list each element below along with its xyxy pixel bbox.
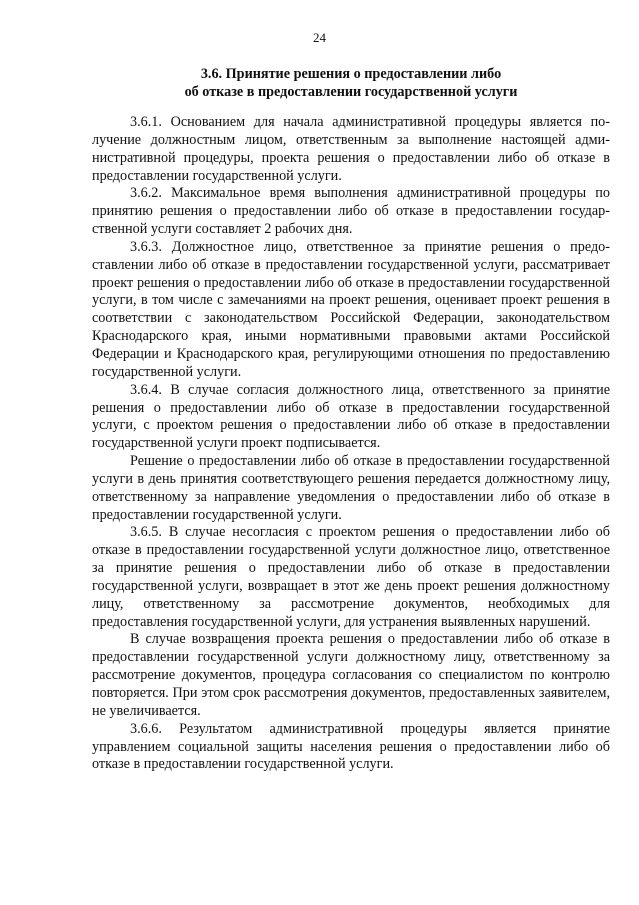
section-heading-line-1: 3.6. Принятие решения о предоставлении либо: [200, 66, 502, 82]
section-heading-line-2: об отказе в предоставлении государственной услуги: [184, 84, 518, 100]
paragraph-3-6-2: 3.6.2. Максимальное время выполнения административной процедуры по принятию решения о предоставлении либо об отказе в предоставлении государственной услуги составляет 2 рабочих дня.: [92, 185, 610, 238]
paragraph-3-6-3: 3.6.3. Должностное лицо, ответственное за принятие решения о предоставлении либо об отказе в предоставлении государственной услуги, рассматривает проект решения о предоставлении либо об отказе в предоставлении государственной услуги, в том числе с замечаниями на проект решения, оценивает проект решения в соответствии с законодательством Российской Федерации, законодательством Краснодарского края, иными нормативными правовыми актами Российской Федерации и Краснодарского края, регулирующими отношения по предоставлению государственной услуги.: [92, 238, 610, 380]
paragraph-3-6-6: 3.6.6. Результатом административной процедуры является принятие управлением социальной защиты населения решения о предоставлении либо об отказе в предоставлении государственной услуги.: [92, 720, 610, 773]
section-body: [92, 114, 610, 774]
section-heading: [92, 65, 610, 101]
paragraph-3-6-1: 3.6.1. Основанием для начала административной процедуры является получение должностным лицом, ответственным за выполнение настоящей административной процедуры, проекта решения о предоставлении либо об отказе в предоставлении государственной услуги.: [92, 114, 610, 184]
paragraph-return-of-draft: В случае возвращения проекта решения о предоставлении либо об отказе в предоставлении государственной услуги должностному лицу, ответственному за рассмотрение документов, процедура согласования со специалистом по контролю повторяется. При этом срок рассмотрения документов, предоставленных заявителем, не увеличивается.: [92, 631, 610, 719]
paragraph-3-6-4: 3.6.4. В случае согласия должностного лица, ответственного за принятие решения о предоставлении либо об отказе в предоставлении государственной услуги, с проектом решения о предоставлении либо об отказе в предоставлении государственной услуги проект подписывается.: [92, 381, 610, 452]
paragraph-3-6-5: 3.6.5. В случае несогласия с проектом решения о предоставлении либо об отказе в предоставлении государственной услуги должностное лицо, ответственное за принятие решения о предоставлении либо об отказе в предоставлении государственной услуги, возвращает в этот же день проект решения должностному лицу, ответственному за рассмотрение документов, необходимых для предоставления государственной услуги, для устранения выявленных нарушений.: [92, 524, 610, 630]
page-number: 24: [313, 30, 326, 45]
paragraph-decision-transfer: Решение о предоставлении либо об отказе в предоставлении государственной услуги в день принятия соответствующего решения передается должностному лицу, ответственному за направление уведомления о предоставлении либо об отказе в предоставлении государственной услуги.: [92, 453, 610, 523]
